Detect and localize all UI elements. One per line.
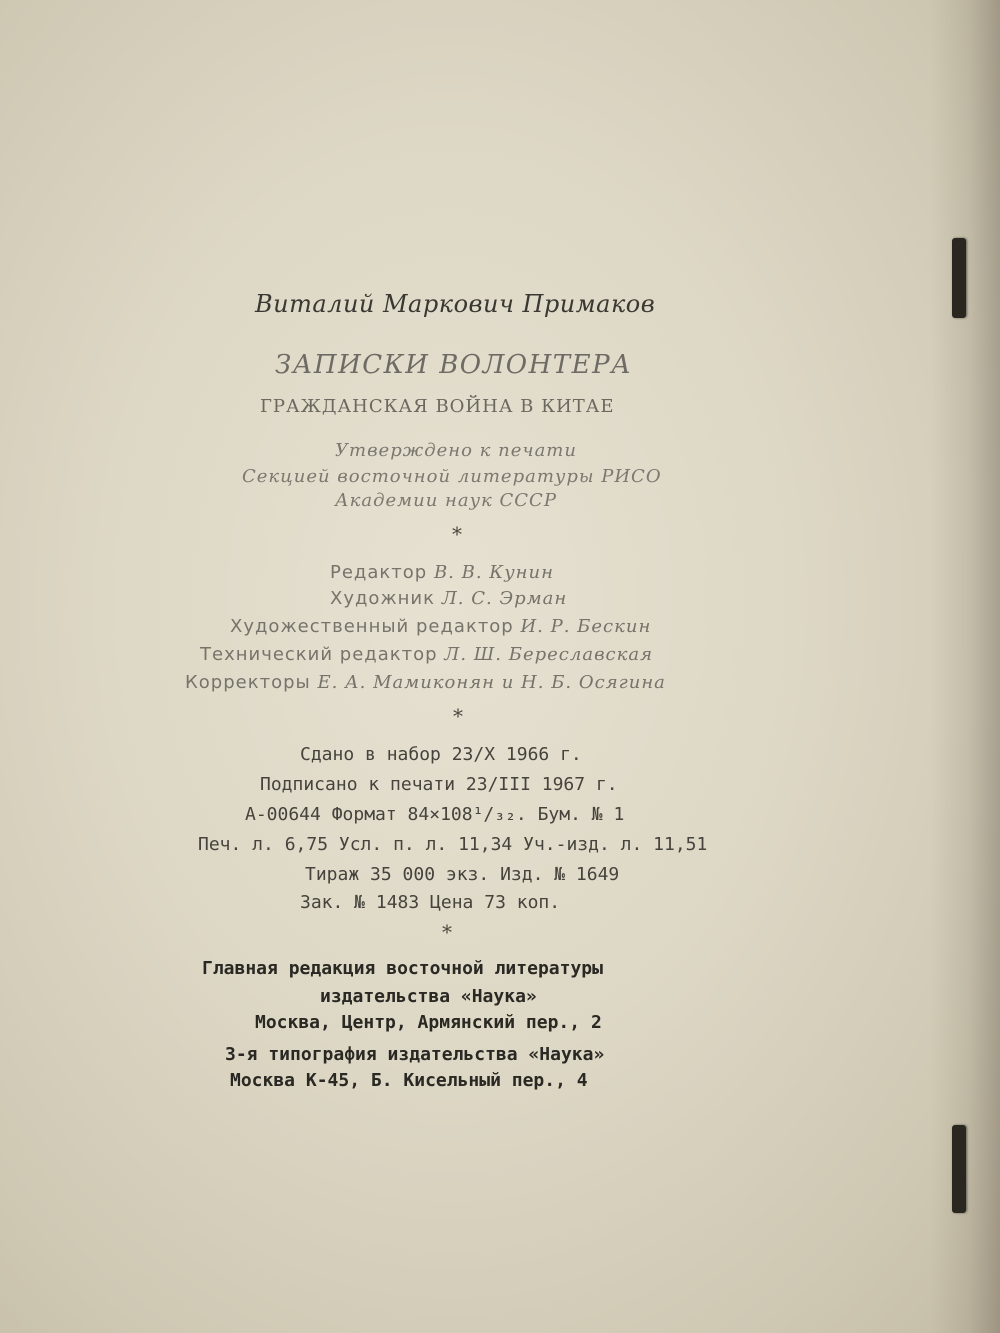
separator-asterisk: * (452, 522, 462, 546)
book-title: ЗАПИСКИ ВОЛОНТЕРА (275, 350, 633, 380)
credit-name: И. Р. Бескин (520, 616, 652, 637)
publication-line: Тираж 35 000 экз. Изд. № 1649 (305, 864, 620, 885)
publisher-line: Главная редакция восточной литературы (202, 958, 603, 979)
credit-role: Художественный редактор (230, 616, 514, 637)
separator-asterisk: * (453, 704, 463, 728)
author-name: Виталий Маркович Примаков (255, 290, 656, 318)
publication-line: Зак. № 1483 Цена 73 коп. (300, 892, 561, 913)
separator-asterisk: * (442, 920, 452, 944)
credit-name: Л. Ш. Береславская (444, 644, 654, 665)
publication-line: Сдано в набор 23/X 1966 г. (300, 744, 582, 765)
credit-name: Л. С. Эрман (441, 588, 568, 609)
credit-line (230, 616, 651, 637)
book-subtitle: ГРАЖДАНСКАЯ ВОЙНА В КИТАЕ (260, 396, 615, 417)
publication-line: Подписано к печати 23/III 1967 г. (260, 774, 618, 795)
credit-role: Художник (330, 588, 435, 609)
credit-name: Е. А. Мамиконян и Н. Б. Осягина (317, 672, 666, 693)
credit-line (200, 644, 653, 665)
approval-line: Секцией восточной литературы РИСО (242, 466, 662, 487)
credit-role: Корректоры (185, 672, 311, 693)
publication-line: Печ. л. 6,75 Усл. п. л. 11,34 Уч.-изд. л. 11,51 (198, 834, 708, 855)
credit-line (185, 672, 666, 693)
publication-line: А-00644 Формат 84×108¹/₃₂. Бум. № 1 (245, 804, 625, 825)
publisher-line: Москва, Центр, Армянский пер., 2 (255, 1012, 602, 1033)
credit-role: Редактор (330, 562, 428, 583)
credit-line (330, 562, 554, 583)
printer-line: Москва К-45, Б. Кисельный пер., 4 (230, 1070, 588, 1091)
credit-role: Технический редактор (200, 644, 438, 665)
publisher-line: издательства «Наука» (320, 986, 537, 1007)
printer-line: 3-я типография издательства «Наука» (225, 1044, 605, 1065)
credit-name: В. В. Кунин (433, 562, 554, 583)
approval-line: Академии наук СССР (335, 490, 557, 511)
credit-line (330, 588, 567, 609)
staple-top (952, 238, 966, 318)
staple-bottom (952, 1125, 966, 1213)
approval-line: Утверждено к печати (335, 440, 577, 461)
